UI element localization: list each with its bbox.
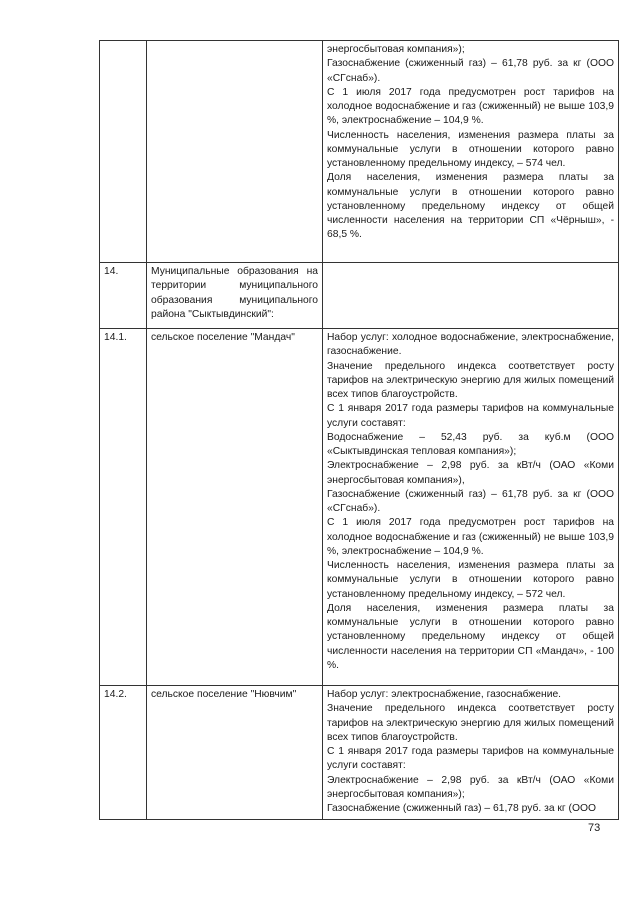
row-number: 14.1. — [100, 329, 147, 686]
paragraph: Набор услуг: электроснабжение, газоснабжение. — [327, 689, 562, 700]
paragraph: Водоснабжение – 52,43 руб. за куб.м (ООО «Сыктывдинская тепловая компания»); — [327, 431, 614, 457]
paragraph: Численность населения, изменения размера платы за коммунальные услуги в отношении которого равно установленному предельному индексу, – 574 чел. — [327, 129, 614, 169]
paragraph: Газоснабжение (сжиженный газ) – 61,78 руб. за кг (ООО — [327, 803, 597, 814]
paragraph: Газоснабжение (сжиженный газ) – 61,78 руб. за кг (ООО «СГснаб»). — [327, 488, 614, 514]
paragraph: Газоснабжение (сжиженный газ) – 61,78 руб. за кг (ООО «СГснаб»). — [327, 58, 614, 84]
paragraph: Значение предельного индекса соответствует росту тарифов на электрическую энергию для жилых помещений всех типов благоустройств. — [327, 360, 614, 400]
paragraph: Доля населения, изменения размера платы за коммунальные услуги в отношении которого равно установленному предельному индексу от общей численности населения на территории СП «Мандач», - 100 %. — [327, 602, 614, 671]
row-number: 14.2. — [100, 686, 147, 820]
tariff-description — [323, 41, 619, 263]
tariff-description — [323, 329, 619, 686]
paragraph: энергосбытовая компания»); — [327, 44, 465, 55]
paragraph: С 1 июля 2017 года предусмотрен рост тарифов на холодное водоснабжение и газ (сжиженный) не выше 103,9 %, электроснабжение – 104,9 %. — [327, 517, 614, 557]
paragraph: С 1 июля 2017 года предусмотрен рост тарифов на холодное водоснабжение и газ (сжиженный) не выше 103,9 %, электроснабжение – 104,9 %. — [327, 86, 614, 127]
table-row — [100, 329, 619, 686]
paragraph: С 1 января 2017 года размеры тарифов на коммунальные услуги составят: — [327, 746, 614, 772]
table-row — [100, 686, 619, 820]
tariff-description — [323, 263, 619, 329]
settlement-name: сельское поселение "Нювчим" — [147, 686, 323, 820]
paragraph: Электроснабжение – 2,98 руб. за кВт/ч (ОАО «Коми энергосбытовая компания»), — [327, 460, 614, 486]
settlement-name — [147, 41, 323, 263]
table-row — [100, 263, 619, 329]
paragraph: Электроснабжение – 2,98 руб. за кВт/ч (ОАО «Коми энергосбытовая компания»); — [327, 774, 614, 800]
tariff-table — [99, 40, 619, 820]
row-number: 14. — [100, 263, 147, 329]
row-number — [100, 41, 147, 263]
paragraph: Доля населения, изменения размера платы за коммунальные услуги в отношении которого равно установленному предельному индексу от общей численности населения на территории СП «Чёрныш», - 68,5 %. — [327, 172, 614, 241]
paragraph: Значение предельного индекса соответствует росту тарифов на электрическую энергию для жилых помещений всех типов благоустройств. — [327, 703, 614, 743]
paragraph: Набор услуг: холодное водоснабжение, электроснабжение, газоснабжение. — [327, 332, 614, 358]
section-heading: Муниципальные образования на территории муниципального образования муниципального района "Сыктывдинский": — [147, 263, 323, 329]
settlement-name: сельское поселение "Мандач" — [147, 329, 323, 686]
paragraph: С 1 января 2017 года размеры тарифов на коммунальные услуги составят: — [327, 403, 614, 429]
table-row — [100, 41, 619, 263]
paragraph: Численность населения, изменения размера платы за коммунальные услуги в отношении которого равно установленному предельному индексу, – 572 чел. — [327, 560, 614, 600]
tariff-description — [323, 686, 619, 820]
page-number: 73 — [588, 822, 601, 834]
